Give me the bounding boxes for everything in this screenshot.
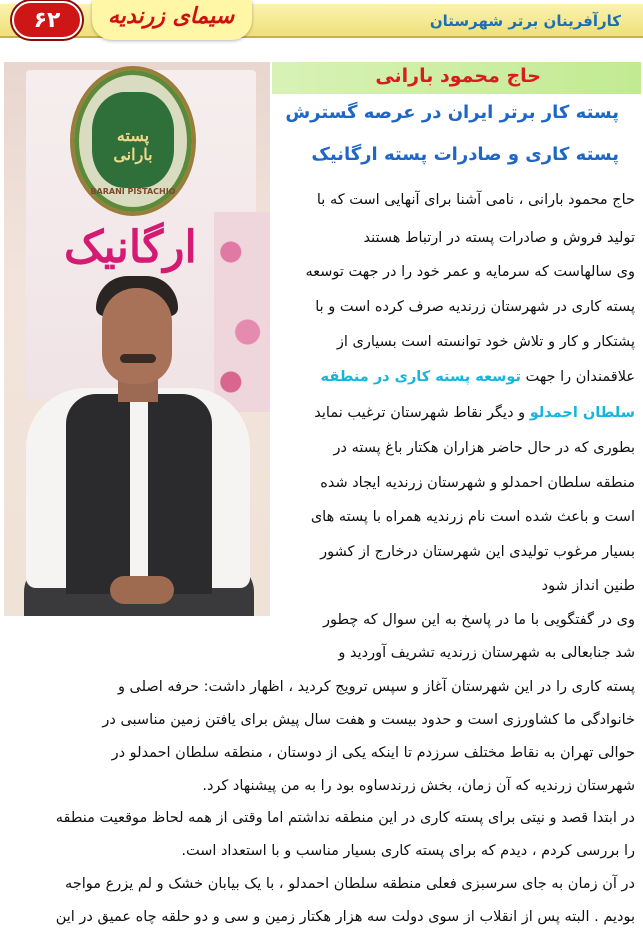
body-line: پسته کاری در شهرستان زرندیه صرف کرده است و با (315, 299, 635, 315)
body-line: پشتکار و کار و تلاش خود توانسته است بسیاری از (336, 334, 635, 350)
body-line: منطقه سلطان احمدلو و شهرستان زرندیه ایجاد شده (320, 475, 635, 491)
body-line: طنین انداز شود (541, 578, 635, 594)
body-line: پسته کاری را در این شهرستان آغاز و سپس ترویج کردید ، اظهار داشت: حرفه اصلی و (117, 679, 635, 695)
logo-caption: BARANI PISTACHIO (90, 187, 176, 196)
body-line: بطوری که در حال حاضر هزاران هکتار باغ پسته در (333, 440, 635, 456)
body-line (273, 405, 635, 421)
body-line: بودیم . البته پس از انقلاب از سوی دولت سه هزار هکتار زمین و سی و دو حلقه چاه عمیق در این (55, 909, 635, 925)
body-line: در آن زمان به جای سرسبزی فعلی منطقه سلطان احمدلو ، با یک بیابان خشک و لم یزرع مواجه (64, 876, 635, 892)
body-line: حاج محمود بارانی ، نامی آشنا برای آنهایی است که با (316, 192, 635, 208)
headline-line-2: پسته کاری و صادرات پسته ارگانیک (311, 144, 619, 165)
magazine-brand: سیمای زرندیه (108, 3, 235, 29)
body-line: شد جنابعالی به شهرستان زرندیه تشریف آوردید و (338, 645, 635, 661)
brand-logo (70, 66, 196, 216)
banner-flowers (214, 212, 270, 412)
person-vest-left (66, 394, 130, 594)
name-bar (272, 62, 641, 94)
portrait-photo (4, 62, 270, 616)
logo-text: پسته بارانی (113, 126, 153, 164)
headline-line-1: پسته کار برتر ایران در عرصه گسترش (285, 102, 619, 123)
person-moustache (120, 354, 156, 363)
page-number: ۶۲ (33, 8, 61, 33)
person-vest-right (148, 394, 212, 594)
person-name: حاج محمود بارانی (375, 65, 541, 87)
body-line: در ابتدا قصد و نیتی برای پسته کاری در این منطقه نداشتم اما وقتی از همه لحاظ موقعیت منطقه (55, 810, 635, 826)
logo-emblem (92, 92, 174, 188)
body-line: بسیار مرغوب تولیدی این شهرستان درخارج از کشور (320, 544, 635, 560)
body-line: خانوادگی ما کشاورزی است و حدود بیست و هفت سال پیش برای یافتن زمین مناسبی در (102, 712, 635, 728)
highlighted-text: توسعه پسته کاری در منطقه (320, 369, 521, 385)
body-text: علاقمندان را جهت (520, 369, 635, 385)
highlighted-text: سلطان احمدلو (529, 405, 635, 421)
page-header (0, 0, 643, 44)
person-head (102, 288, 172, 384)
body-line: شهرستان زرندیه که آن زمان، بخش زرندساوه بود را به من پیشنهاد کرد. (202, 778, 635, 794)
body-line: وی سالهاست که سرمایه و عمر خود را در جهت توسعه (305, 264, 635, 280)
body-line: است و باعث شده است نام زرندیه همراه با پسته های (310, 509, 635, 525)
body-line: وی در گفتگویی با ما در پاسخ به این سوال که چطور (323, 612, 635, 628)
banner-organic-text: ارگانیک (64, 222, 197, 273)
body-text: و دیگر نقاط شهرستان ترغیب نماید (314, 405, 530, 421)
body-line: حوالی تهران به نقاط مختلف سرزدم تا اینکه یکی از دوستان ، منطقه سلطان احمدلو در (111, 745, 635, 761)
person-hands (110, 576, 174, 604)
body-line (273, 369, 635, 385)
page-number-badge (12, 1, 82, 39)
person-shirt (26, 388, 250, 588)
body-line: را بررسی کردم ، دیدم که برای پسته کاری بسیار مناسب و با استعداد است. (181, 843, 635, 859)
section-title: کارآفرینان برتر شهرستان (429, 12, 621, 30)
body-line: تولید فروش و صادرات پسته در ارتباط هستند (363, 230, 635, 246)
